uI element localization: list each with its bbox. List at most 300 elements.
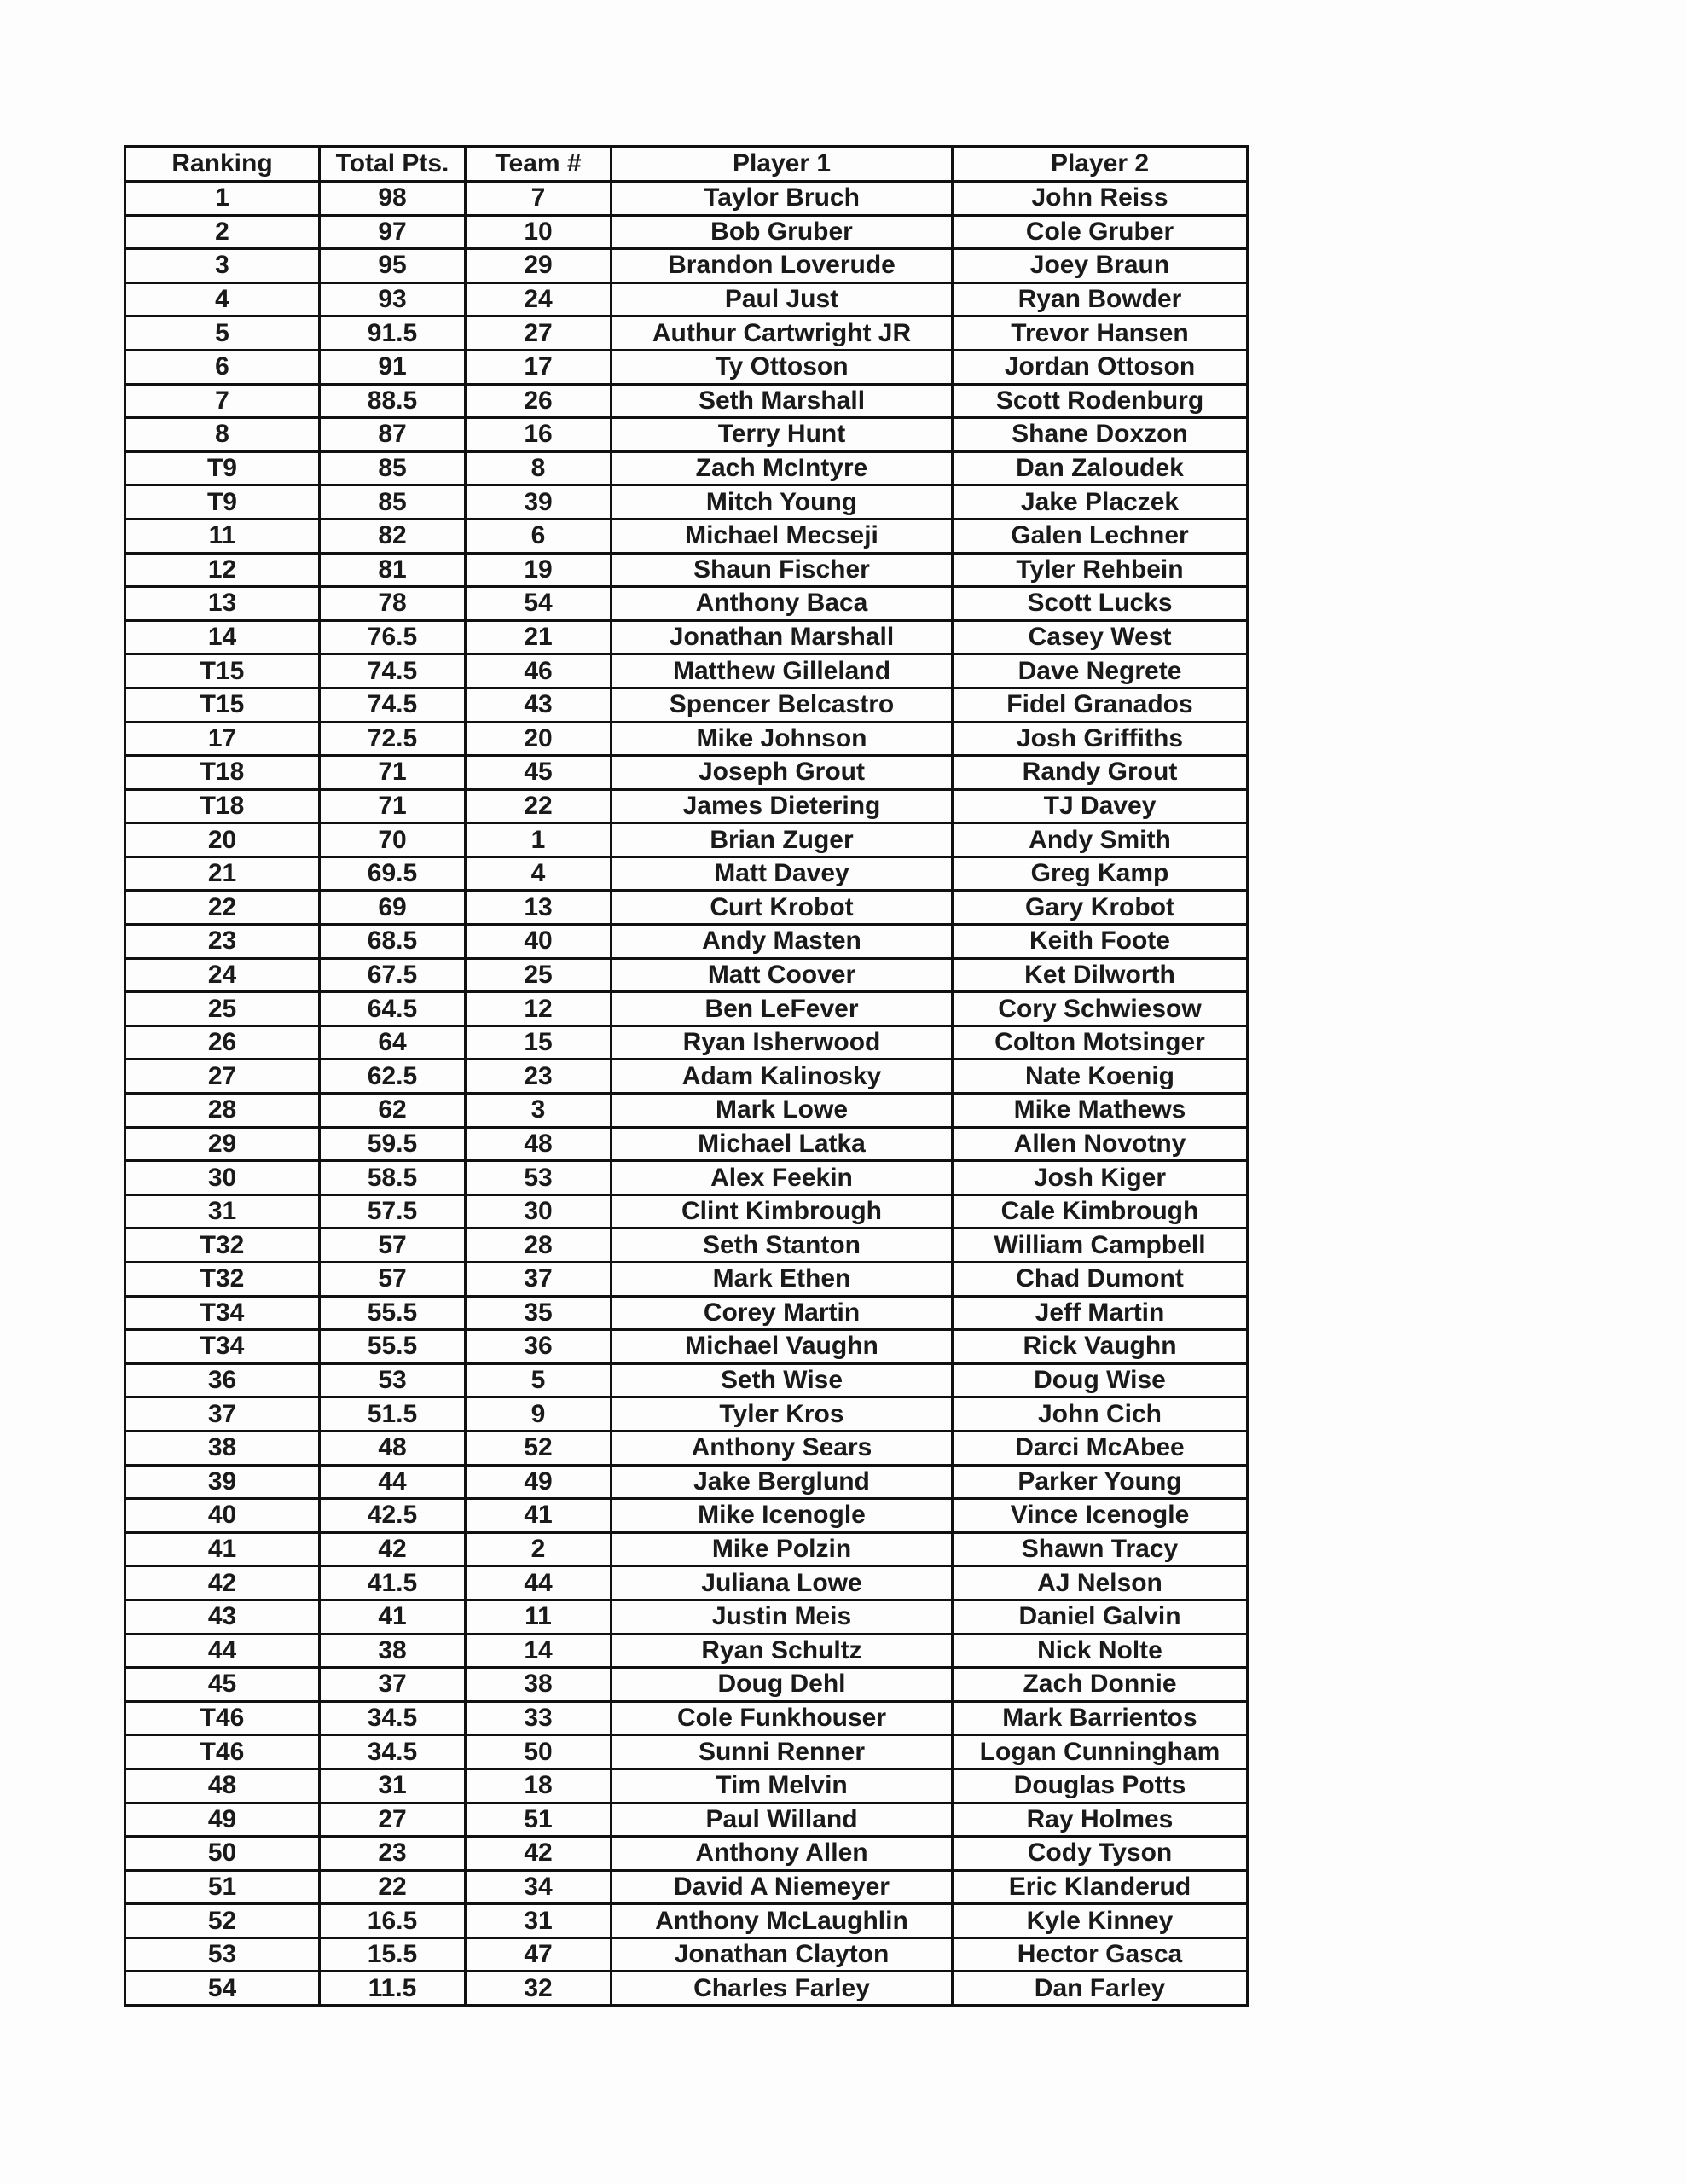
- team-number-cell: 39: [466, 485, 612, 520]
- player-2-cell: Andy Smith: [953, 823, 1248, 857]
- player-1-cell: Brian Zuger: [612, 823, 953, 857]
- table-row: [125, 1330, 1248, 1364]
- player-2-cell: Casey West: [953, 620, 1248, 654]
- player-2-cell: Shane Doxzon: [953, 418, 1248, 452]
- team-number-cell: 44: [466, 1566, 612, 1600]
- table-row: [125, 620, 1248, 654]
- player-2-cell: Joey Braun: [953, 249, 1248, 283]
- rank-cell: 28: [125, 1094, 320, 1128]
- total-pts-cell: 76.5: [320, 620, 466, 654]
- player-2-cell: Scott Rodenburg: [953, 384, 1248, 418]
- rank-cell: 54: [125, 1972, 320, 2006]
- table-row: [125, 282, 1248, 317]
- player-2-cell: Josh Kiger: [953, 1161, 1248, 1195]
- rank-cell: 6: [125, 350, 320, 384]
- team-number-cell: 7: [466, 182, 612, 216]
- rank-cell: 24: [125, 958, 320, 992]
- table-row: [125, 891, 1248, 925]
- table-row: [125, 1870, 1248, 1904]
- total-pts-cell: 62.5: [320, 1060, 466, 1094]
- player-1-cell: Tim Melvin: [612, 1769, 953, 1803]
- rank-cell: 13: [125, 587, 320, 621]
- team-number-cell: 32: [466, 1972, 612, 2006]
- team-number-cell: 25: [466, 958, 612, 992]
- table-row: [125, 553, 1248, 587]
- player-2-cell: Daniel Galvin: [953, 1600, 1248, 1634]
- team-number-cell: 8: [466, 451, 612, 485]
- player-2-cell: Keith Foote: [953, 925, 1248, 959]
- table-row: [125, 519, 1248, 553]
- team-number-cell: 46: [466, 654, 612, 688]
- player-1-cell: Michael Mecseji: [612, 519, 953, 553]
- player-1-cell: James Dietering: [612, 789, 953, 823]
- rank-cell: 39: [125, 1465, 320, 1499]
- player-1-cell: Anthony Sears: [612, 1431, 953, 1465]
- total-pts-cell: 87: [320, 418, 466, 452]
- player-1-cell: Matthew Gilleland: [612, 654, 953, 688]
- team-number-cell: 4: [466, 857, 612, 891]
- player-1-cell: Paul Just: [612, 282, 953, 317]
- rank-cell: T15: [125, 688, 320, 722]
- total-pts-cell: 72.5: [320, 722, 466, 756]
- team-number-cell: 26: [466, 384, 612, 418]
- table-row: [125, 485, 1248, 520]
- team-number-cell: 9: [466, 1397, 612, 1432]
- total-pts-cell: 97: [320, 215, 466, 249]
- total-pts-cell: 64.5: [320, 992, 466, 1026]
- table-row: [125, 1769, 1248, 1803]
- rank-cell: 27: [125, 1060, 320, 1094]
- player-2-cell: Doug Wise: [953, 1363, 1248, 1397]
- team-number-cell: 16: [466, 418, 612, 452]
- team-number-cell: 47: [466, 1937, 612, 1972]
- table-row: [125, 1837, 1248, 1871]
- player-2-cell: Dan Zaloudek: [953, 451, 1248, 485]
- team-number-cell: 22: [466, 789, 612, 823]
- player-1-cell: Anthony Baca: [612, 587, 953, 621]
- player-2-cell: Vince Icenogle: [953, 1499, 1248, 1533]
- player-2-cell: Gary Krobot: [953, 891, 1248, 925]
- table-row: [125, 350, 1248, 384]
- table-row: [125, 823, 1248, 857]
- player-1-cell: Cole Funkhouser: [612, 1701, 953, 1735]
- player-2-cell: Ray Holmes: [953, 1803, 1248, 1837]
- team-number-cell: 24: [466, 282, 612, 317]
- total-pts-cell: 91: [320, 350, 466, 384]
- header-player-1: Player 1: [612, 147, 953, 182]
- table-row: [125, 1194, 1248, 1228]
- player-1-cell: Anthony Allen: [612, 1837, 953, 1871]
- total-pts-cell: 68.5: [320, 925, 466, 959]
- player-1-cell: Jake Berglund: [612, 1465, 953, 1499]
- player-2-cell: Zach Donnie: [953, 1668, 1248, 1702]
- total-pts-cell: 38: [320, 1634, 466, 1668]
- header-row: [125, 147, 1248, 182]
- player-1-cell: Ryan Schultz: [612, 1634, 953, 1668]
- team-number-cell: 49: [466, 1465, 612, 1499]
- rank-cell: 43: [125, 1600, 320, 1634]
- total-pts-cell: 57: [320, 1263, 466, 1297]
- rank-cell: 12: [125, 553, 320, 587]
- total-pts-cell: 55.5: [320, 1296, 466, 1330]
- total-pts-cell: 69: [320, 891, 466, 925]
- rank-cell: T32: [125, 1263, 320, 1297]
- player-2-cell: Cory Schwiesow: [953, 992, 1248, 1026]
- player-2-cell: Allen Novotny: [953, 1127, 1248, 1161]
- header-total-pts: Total Pts.: [320, 147, 466, 182]
- player-2-cell: Hector Gasca: [953, 1937, 1248, 1972]
- table-row: [125, 418, 1248, 452]
- total-pts-cell: 85: [320, 451, 466, 485]
- player-2-cell: Ryan Bowder: [953, 282, 1248, 317]
- player-2-cell: Chad Dumont: [953, 1263, 1248, 1297]
- team-number-cell: 43: [466, 688, 612, 722]
- total-pts-cell: 93: [320, 282, 466, 317]
- player-2-cell: Jake Placzek: [953, 485, 1248, 520]
- team-number-cell: 11: [466, 1600, 612, 1634]
- table-row: [125, 384, 1248, 418]
- team-number-cell: 50: [466, 1735, 612, 1769]
- table-row: [125, 215, 1248, 249]
- rank-cell: 14: [125, 620, 320, 654]
- total-pts-cell: 44: [320, 1465, 466, 1499]
- rank-cell: 29: [125, 1127, 320, 1161]
- rank-cell: 20: [125, 823, 320, 857]
- player-2-cell: John Cich: [953, 1397, 1248, 1432]
- player-1-cell: Clint Kimbrough: [612, 1194, 953, 1228]
- player-1-cell: Michael Latka: [612, 1127, 953, 1161]
- rank-cell: 53: [125, 1937, 320, 1972]
- table-row: [125, 451, 1248, 485]
- player-1-cell: Jonathan Clayton: [612, 1937, 953, 1972]
- table-row: [125, 992, 1248, 1026]
- table-row: [125, 789, 1248, 823]
- total-pts-cell: 88.5: [320, 384, 466, 418]
- team-number-cell: 27: [466, 317, 612, 351]
- total-pts-cell: 85: [320, 485, 466, 520]
- player-2-cell: Kyle Kinney: [953, 1904, 1248, 1938]
- rank-cell: 23: [125, 925, 320, 959]
- player-1-cell: Mike Johnson: [612, 722, 953, 756]
- player-1-cell: Curt Krobot: [612, 891, 953, 925]
- total-pts-cell: 62: [320, 1094, 466, 1128]
- player-1-cell: Andy Masten: [612, 925, 953, 959]
- player-2-cell: John Reiss: [953, 182, 1248, 216]
- team-number-cell: 36: [466, 1330, 612, 1364]
- team-number-cell: 33: [466, 1701, 612, 1735]
- rank-cell: 40: [125, 1499, 320, 1533]
- player-2-cell: AJ Nelson: [953, 1566, 1248, 1600]
- table-row: [125, 1735, 1248, 1769]
- team-number-cell: 29: [466, 249, 612, 283]
- player-2-cell: William Campbell: [953, 1228, 1248, 1263]
- rank-cell: 25: [125, 992, 320, 1026]
- table-row: [125, 1228, 1248, 1263]
- table-row: [125, 1668, 1248, 1702]
- team-number-cell: 10: [466, 215, 612, 249]
- team-number-cell: 6: [466, 519, 612, 553]
- player-1-cell: Matt Davey: [612, 857, 953, 891]
- rank-cell: 17: [125, 722, 320, 756]
- standings-body: [125, 182, 1248, 2006]
- player-2-cell: Randy Grout: [953, 756, 1248, 790]
- rank-cell: T46: [125, 1701, 320, 1735]
- player-1-cell: Ryan Isherwood: [612, 1025, 953, 1060]
- player-1-cell: Matt Coover: [612, 958, 953, 992]
- table-row: [125, 1060, 1248, 1094]
- total-pts-cell: 34.5: [320, 1735, 466, 1769]
- rank-cell: 51: [125, 1870, 320, 1904]
- player-1-cell: Michael Vaughn: [612, 1330, 953, 1364]
- rank-cell: 26: [125, 1025, 320, 1060]
- team-number-cell: 21: [466, 620, 612, 654]
- table-row: [125, 722, 1248, 756]
- total-pts-cell: 37: [320, 1668, 466, 1702]
- total-pts-cell: 15.5: [320, 1937, 466, 1972]
- rank-cell: 5: [125, 317, 320, 351]
- player-2-cell: Galen Lechner: [953, 519, 1248, 553]
- team-number-cell: 14: [466, 1634, 612, 1668]
- table-row: [125, 1532, 1248, 1566]
- rank-cell: T15: [125, 654, 320, 688]
- rank-cell: 8: [125, 418, 320, 452]
- total-pts-cell: 53: [320, 1363, 466, 1397]
- rank-cell: 4: [125, 282, 320, 317]
- total-pts-cell: 34.5: [320, 1701, 466, 1735]
- total-pts-cell: 57: [320, 1228, 466, 1263]
- player-1-cell: Juliana Lowe: [612, 1566, 953, 1600]
- player-1-cell: Bob Gruber: [612, 215, 953, 249]
- team-number-cell: 18: [466, 1769, 612, 1803]
- table-row: [125, 1701, 1248, 1735]
- header-player-2: Player 2: [953, 147, 1248, 182]
- header-team-number: Team #: [466, 147, 612, 182]
- total-pts-cell: 98: [320, 182, 466, 216]
- rank-cell: T34: [125, 1296, 320, 1330]
- team-number-cell: 23: [466, 1060, 612, 1094]
- team-number-cell: 17: [466, 350, 612, 384]
- table-row: [125, 1094, 1248, 1128]
- total-pts-cell: 23: [320, 1837, 466, 1871]
- total-pts-cell: 41: [320, 1600, 466, 1634]
- rank-cell: 50: [125, 1837, 320, 1871]
- player-2-cell: Trevor Hansen: [953, 317, 1248, 351]
- rank-cell: 1: [125, 182, 320, 216]
- player-2-cell: Colton Motsinger: [953, 1025, 1248, 1060]
- team-number-cell: 20: [466, 722, 612, 756]
- player-2-cell: Logan Cunningham: [953, 1735, 1248, 1769]
- player-2-cell: Mark Barrientos: [953, 1701, 1248, 1735]
- table-row: [125, 925, 1248, 959]
- table-row: [125, 1904, 1248, 1938]
- total-pts-cell: 74.5: [320, 688, 466, 722]
- team-number-cell: 31: [466, 1904, 612, 1938]
- team-number-cell: 1: [466, 823, 612, 857]
- total-pts-cell: 71: [320, 789, 466, 823]
- total-pts-cell: 64: [320, 1025, 466, 1060]
- player-2-cell: Mike Mathews: [953, 1094, 1248, 1128]
- table-row: [125, 1937, 1248, 1972]
- player-1-cell: Authur Cartwright JR: [612, 317, 953, 351]
- total-pts-cell: 22: [320, 1870, 466, 1904]
- player-1-cell: Justin Meis: [612, 1600, 953, 1634]
- total-pts-cell: 16.5: [320, 1904, 466, 1938]
- team-number-cell: 45: [466, 756, 612, 790]
- rank-cell: 38: [125, 1431, 320, 1465]
- player-1-cell: Taylor Bruch: [612, 182, 953, 216]
- table-row: [125, 1296, 1248, 1330]
- team-number-cell: 51: [466, 1803, 612, 1837]
- rank-cell: 30: [125, 1161, 320, 1195]
- player-1-cell: Mark Ethen: [612, 1263, 953, 1297]
- total-pts-cell: 74.5: [320, 654, 466, 688]
- total-pts-cell: 59.5: [320, 1127, 466, 1161]
- player-1-cell: Doug Dehl: [612, 1668, 953, 1702]
- team-number-cell: 41: [466, 1499, 612, 1533]
- rank-cell: 42: [125, 1566, 320, 1600]
- player-2-cell: Eric Klanderud: [953, 1870, 1248, 1904]
- player-2-cell: Nate Koenig: [953, 1060, 1248, 1094]
- rank-cell: T18: [125, 756, 320, 790]
- total-pts-cell: 41.5: [320, 1566, 466, 1600]
- player-2-cell: Parker Young: [953, 1465, 1248, 1499]
- total-pts-cell: 71: [320, 756, 466, 790]
- player-2-cell: Jordan Ottoson: [953, 350, 1248, 384]
- total-pts-cell: 67.5: [320, 958, 466, 992]
- team-number-cell: 35: [466, 1296, 612, 1330]
- total-pts-cell: 42.5: [320, 1499, 466, 1533]
- player-2-cell: Cale Kimbrough: [953, 1194, 1248, 1228]
- team-number-cell: 52: [466, 1431, 612, 1465]
- player-1-cell: Ben LeFever: [612, 992, 953, 1026]
- player-1-cell: David A Niemeyer: [612, 1870, 953, 1904]
- rank-cell: 31: [125, 1194, 320, 1228]
- total-pts-cell: 48: [320, 1431, 466, 1465]
- player-2-cell: Dave Negrete: [953, 654, 1248, 688]
- team-number-cell: 53: [466, 1161, 612, 1195]
- table-row: [125, 1600, 1248, 1634]
- player-1-cell: Charles Farley: [612, 1972, 953, 2006]
- table-row: [125, 1634, 1248, 1668]
- total-pts-cell: 51.5: [320, 1397, 466, 1432]
- table-row: [125, 756, 1248, 790]
- player-1-cell: Sunni Renner: [612, 1735, 953, 1769]
- player-2-cell: Rick Vaughn: [953, 1330, 1248, 1364]
- player-1-cell: Ty Ottoson: [612, 350, 953, 384]
- team-number-cell: 5: [466, 1363, 612, 1397]
- player-1-cell: Mike Icenogle: [612, 1499, 953, 1533]
- total-pts-cell: 11.5: [320, 1972, 466, 2006]
- table-row: [125, 1025, 1248, 1060]
- standings-table: [124, 145, 1249, 2007]
- table-row: [125, 1803, 1248, 1837]
- total-pts-cell: 27: [320, 1803, 466, 1837]
- player-2-cell: Cody Tyson: [953, 1837, 1248, 1871]
- player-1-cell: Seth Wise: [612, 1363, 953, 1397]
- table-row: [125, 182, 1248, 216]
- table-row: [125, 1431, 1248, 1465]
- total-pts-cell: 57.5: [320, 1194, 466, 1228]
- player-1-cell: Spencer Belcastro: [612, 688, 953, 722]
- player-1-cell: Jonathan Marshall: [612, 620, 953, 654]
- table-row: [125, 688, 1248, 722]
- rank-cell: 22: [125, 891, 320, 925]
- team-number-cell: 2: [466, 1532, 612, 1566]
- rank-cell: T32: [125, 1228, 320, 1263]
- total-pts-cell: 81: [320, 553, 466, 587]
- total-pts-cell: 78: [320, 587, 466, 621]
- team-number-cell: 48: [466, 1127, 612, 1161]
- team-number-cell: 38: [466, 1668, 612, 1702]
- table-row: [125, 1465, 1248, 1499]
- total-pts-cell: 82: [320, 519, 466, 553]
- player-1-cell: Seth Stanton: [612, 1228, 953, 1263]
- table-row: [125, 1566, 1248, 1600]
- player-2-cell: Dan Farley: [953, 1972, 1248, 2006]
- team-number-cell: 40: [466, 925, 612, 959]
- table-row: [125, 958, 1248, 992]
- team-number-cell: 37: [466, 1263, 612, 1297]
- rank-cell: T34: [125, 1330, 320, 1364]
- player-2-cell: Nick Nolte: [953, 1634, 1248, 1668]
- player-1-cell: Brandon Loverude: [612, 249, 953, 283]
- player-2-cell: Cole Gruber: [953, 215, 1248, 249]
- rank-cell: 37: [125, 1397, 320, 1432]
- team-number-cell: 3: [466, 1094, 612, 1128]
- player-1-cell: Adam Kalinosky: [612, 1060, 953, 1094]
- player-2-cell: Ket Dilworth: [953, 958, 1248, 992]
- player-2-cell: Darci McAbee: [953, 1431, 1248, 1465]
- rank-cell: T46: [125, 1735, 320, 1769]
- total-pts-cell: 69.5: [320, 857, 466, 891]
- player-2-cell: Josh Griffiths: [953, 722, 1248, 756]
- player-2-cell: Scott Lucks: [953, 587, 1248, 621]
- table-row: [125, 1363, 1248, 1397]
- player-1-cell: Alex Feekin: [612, 1161, 953, 1195]
- player-1-cell: Tyler Kros: [612, 1397, 953, 1432]
- player-2-cell: Greg Kamp: [953, 857, 1248, 891]
- rank-cell: T9: [125, 451, 320, 485]
- total-pts-cell: 58.5: [320, 1161, 466, 1195]
- table-row: [125, 1499, 1248, 1533]
- table-row: [125, 1972, 1248, 2006]
- team-number-cell: 12: [466, 992, 612, 1026]
- player-1-cell: Mitch Young: [612, 485, 953, 520]
- total-pts-cell: 70: [320, 823, 466, 857]
- total-pts-cell: 95: [320, 249, 466, 283]
- rank-cell: 52: [125, 1904, 320, 1938]
- table-row: [125, 654, 1248, 688]
- table-row: [125, 1263, 1248, 1297]
- total-pts-cell: 91.5: [320, 317, 466, 351]
- table-row: [125, 587, 1248, 621]
- player-1-cell: Mike Polzin: [612, 1532, 953, 1566]
- player-1-cell: Paul Willand: [612, 1803, 953, 1837]
- header-ranking: Ranking: [125, 147, 320, 182]
- rank-cell: T9: [125, 485, 320, 520]
- player-2-cell: Shawn Tracy: [953, 1532, 1248, 1566]
- player-1-cell: Shaun Fischer: [612, 553, 953, 587]
- table-row: [125, 1161, 1248, 1195]
- player-1-cell: Mark Lowe: [612, 1094, 953, 1128]
- rank-cell: 2: [125, 215, 320, 249]
- table-row: [125, 1127, 1248, 1161]
- rank-cell: 11: [125, 519, 320, 553]
- team-number-cell: 42: [466, 1837, 612, 1871]
- rank-cell: T18: [125, 789, 320, 823]
- player-1-cell: Anthony McLaughlin: [612, 1904, 953, 1938]
- table-row: [125, 249, 1248, 283]
